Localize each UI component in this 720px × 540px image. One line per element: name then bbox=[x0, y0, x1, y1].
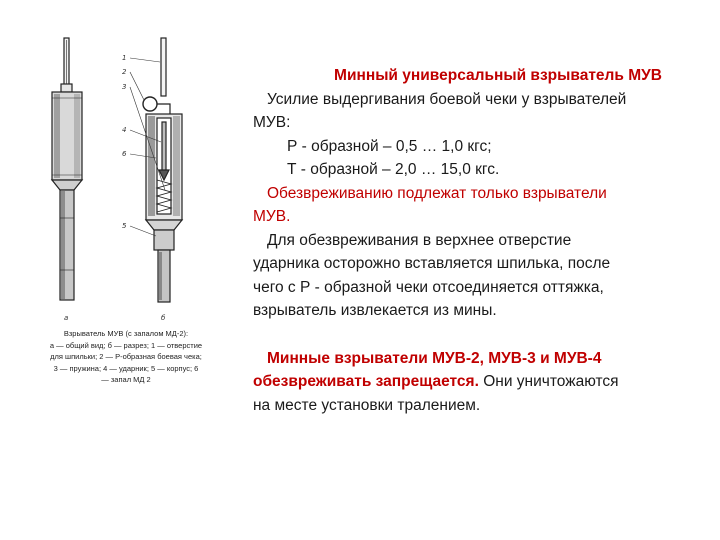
page-title: Минный универсальный взрыватель МУВ bbox=[334, 67, 662, 84]
fuze-section-view bbox=[143, 38, 182, 302]
paragraph-2-line-2: МУВ. bbox=[253, 208, 291, 225]
caption-line-2: а — общий вид; б — разрез; 1 — отверстие bbox=[49, 340, 203, 350]
main-text bbox=[253, 64, 703, 417]
callout-6: 6 bbox=[122, 150, 127, 158]
callout-5: 5 bbox=[122, 222, 127, 230]
paragraph-4-line-3: на месте установки тралением. bbox=[253, 396, 481, 414]
sublabel-a: а bbox=[64, 314, 69, 322]
paragraph-4-line-1: Минные взрыватели МУВ-2, МУВ-3 и МУВ-4 bbox=[267, 349, 602, 367]
fuze-diagram bbox=[30, 30, 230, 330]
paragraph-4-continuation: Они уничтожаются bbox=[478, 373, 619, 390]
caption-line-1: Взрыватель МУВ (с запалом МД-2): bbox=[63, 329, 189, 338]
callout-3: 3 bbox=[122, 83, 127, 91]
paragraph-3-line-1: Для обезвреживания в верхнее отверстие bbox=[267, 231, 572, 249]
caption-line-4: 3 — пружина; 4 — ударник; 5 — корпус; 6 bbox=[53, 363, 199, 373]
sublabel-b: б bbox=[161, 314, 166, 322]
paragraph-1-line-2: МУВ: bbox=[253, 114, 291, 131]
paragraph-4-warning: обезвреживать запрещается. bbox=[253, 373, 479, 390]
paragraph-1-line-1: Усилие выдергивания боевой чеки у взрывателей bbox=[267, 90, 627, 108]
callout-2: 2 bbox=[122, 68, 127, 76]
paragraph-3-line-2: ударника осторожно вставляется шпилька, после bbox=[253, 255, 611, 272]
paragraph-1-line-4: Т - образной – 2,0 … 15,0 кгс. bbox=[287, 161, 500, 178]
paragraph-1-line-3: Р - образной – 0,5 … 1,0 кгс; bbox=[287, 137, 492, 155]
caption-line-5: — запал МД 2 bbox=[101, 375, 151, 384]
callout-1: 1 bbox=[122, 54, 127, 62]
paragraph-2-line-1: Обезвреживанию подлежат только взрыватели bbox=[267, 184, 607, 202]
figure-caption bbox=[28, 328, 224, 386]
paragraph-4-line-2 bbox=[253, 370, 703, 394]
paragraph-3-line-4: взрыватель извлекается из мины. bbox=[253, 302, 497, 319]
callout-4: 4 bbox=[122, 126, 127, 134]
paragraph-3-line-3: чего с Р - образной чеки отсоединяется оттяжка, bbox=[253, 278, 604, 296]
caption-line-3: для шпильки; 2 — Р-образная боевая чека; bbox=[50, 352, 202, 361]
fuze-general-view bbox=[52, 38, 82, 300]
